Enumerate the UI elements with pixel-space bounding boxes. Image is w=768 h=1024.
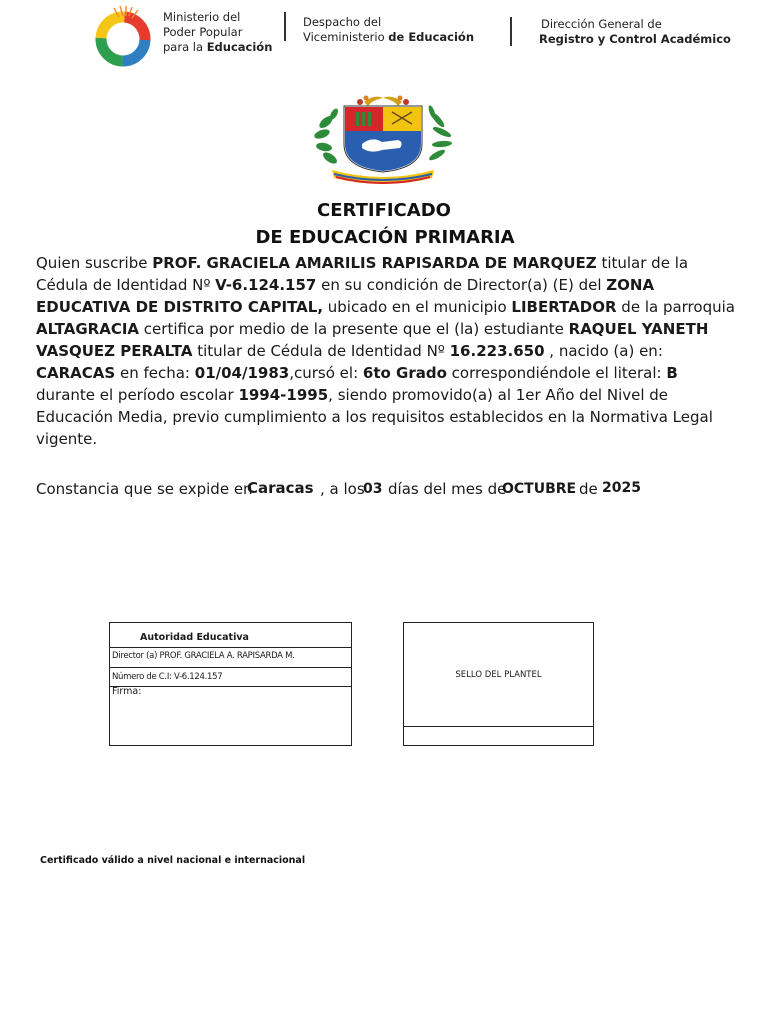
body-text-10: ,cursó el:: [289, 364, 363, 382]
body-text-6: certifica por medio de la presente que el (la) estudiante: [139, 320, 569, 338]
signature-table: [109, 622, 352, 746]
body-text-12: durante el período escolar: [36, 386, 239, 404]
parroquia: ALTAGRACIA: [36, 320, 140, 338]
body-text-13: , siendo promovido(a) al 1er Año del Nivel de Educación Media, previo cumplimiento a los requisitos establecidos en la Normativa Legal vigente.: [36, 386, 713, 448]
shield: [344, 106, 422, 172]
laurel-left: [313, 107, 339, 166]
certificate-body: [36, 252, 736, 450]
header-divider-2: [510, 17, 512, 46]
signature-ci: Número de C.I: V-6.124.157: [110, 668, 351, 687]
cornucopias: [357, 96, 409, 107]
constancia-city: Caracas: [247, 479, 314, 497]
municipio: LIBERTADOR: [511, 298, 617, 316]
ministry-line-1: Ministerio del: [163, 10, 241, 24]
constancia-prefix: Constancia que se expide en: [36, 480, 253, 498]
grade: 6to Grado: [362, 364, 447, 382]
body-text-4: ubicado en el municipio: [323, 298, 512, 316]
constancia-dias-mes: días del mes de: [388, 480, 507, 498]
despacho-line-2-prefix: Viceministerio: [303, 30, 389, 44]
constancia-day: 03: [363, 481, 383, 497]
ministry-line-3-prefix: para la: [163, 40, 207, 54]
header-divider-1: [284, 12, 286, 41]
body-text-2: titular de la Cédula de Identidad Nº: [36, 254, 689, 294]
sello-box: [403, 622, 594, 746]
direccion-line-2: Registro y Control Académico: [539, 32, 731, 46]
zona-educativa: ZONA EDUCATIVA DE DISTRITO CAPITAL,: [36, 276, 655, 316]
ministry-logo-ring: [101, 17, 145, 61]
school-period: 1994-1995: [238, 386, 329, 404]
student-ci: 16.223.650: [449, 342, 545, 360]
birthdate: 01/04/1983: [194, 364, 290, 382]
title-line-2: DE EDUCACIÓN PRIMARIA: [255, 227, 515, 248]
ministry-line-2: Poder Popular: [163, 25, 243, 39]
coat-of-arms-emblem: [312, 92, 454, 184]
body-text-5: de la parroquia: [616, 298, 735, 316]
constancia-de: de: [579, 480, 598, 498]
signature-director: Director (a) PROF. GRACIELA A. RAPISARDA M.: [110, 648, 351, 668]
director-ci: V-6.124.157: [215, 276, 317, 294]
signature-heading: Autoridad Educativa: [110, 623, 351, 648]
direccion-line-1: Dirección General de: [541, 17, 662, 31]
constancia-year: 2025: [602, 480, 641, 496]
body-text-11: correspondiéndole el literal:: [446, 364, 667, 382]
despacho-line-2: [303, 30, 474, 45]
ministry-logo: [90, 4, 156, 70]
body-text-7: titular de Cédula de Identidad Nº: [192, 342, 450, 360]
title-line-1: CERTIFICADO: [317, 200, 451, 221]
literal: B: [666, 364, 678, 382]
body-text-9: en fecha:: [115, 364, 195, 382]
direccion-name: [541, 17, 731, 47]
body-text-3: en su condición de Director(a) (E) del: [316, 276, 607, 294]
constancia-month: OCTUBRE: [502, 481, 577, 497]
signature-firma: Firma:: [112, 686, 142, 697]
despacho-line-2-bold: de Educación: [388, 30, 475, 44]
body-text-1: Quien suscribe: [36, 254, 153, 272]
despacho-line-1: Despacho del: [303, 15, 382, 29]
ministry-line-3-bold: Educación: [206, 40, 273, 54]
body-text-8: , nacido (a) en:: [544, 342, 663, 360]
despacho-name: [303, 15, 474, 45]
palm-right: [427, 105, 452, 163]
validity-footer: Certificado válido a nivel nacional e internacional: [40, 855, 306, 866]
birthplace: CARACAS: [36, 364, 116, 382]
ministry-line-3: [163, 40, 272, 55]
director-name: PROF. GRACIELA AMARILIS RAPISARDA DE MARQUEZ: [152, 254, 597, 272]
ministry-name: [163, 10, 272, 55]
student-name: RAQUEL YANETH VASQUEZ PERALTA: [36, 320, 709, 360]
constancia-a-los: , a los: [320, 480, 365, 498]
sello-label: SELLO DEL PLANTEL: [404, 623, 593, 727]
